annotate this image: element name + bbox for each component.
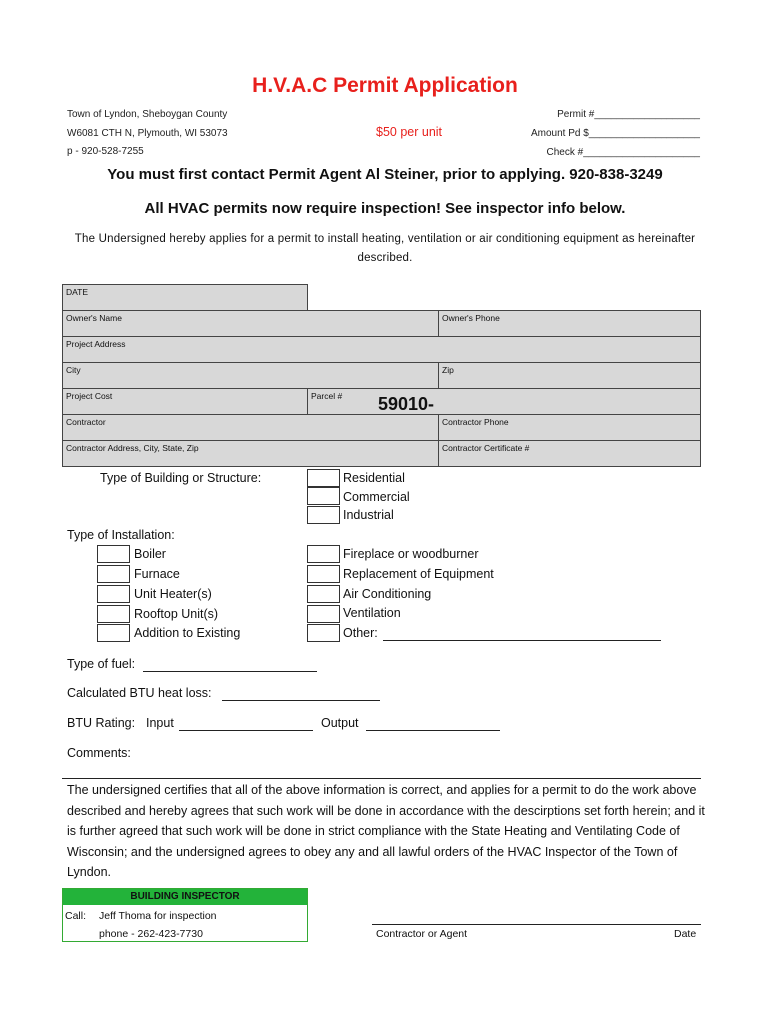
signature-line[interactable] <box>372 924 701 925</box>
permit-number-field[interactable]: Permit #___________________ <box>557 109 700 120</box>
rooftop-unit-label: Rooftop Unit(s) <box>134 607 219 621</box>
comments-line[interactable] <box>62 778 701 779</box>
boiler-checkbox[interactable] <box>97 545 130 563</box>
amount-paid-field[interactable]: Amount Pd $____________________ <box>530 128 700 139</box>
date-label: DATE <box>66 287 89 297</box>
other-checkbox[interactable] <box>307 624 340 642</box>
town-address: W6081 CTH N, Plymouth, WI 53073 <box>67 128 228 139</box>
inspector-name: Jeff Thoma for inspection <box>99 910 217 922</box>
btu-rating-label: BTU Rating: <box>67 716 136 730</box>
furnace-checkbox[interactable] <box>97 565 130 583</box>
page-title: H.V.A.C Permit Application <box>252 74 518 97</box>
other-input-line[interactable] <box>383 640 661 641</box>
btu-output-label: Output <box>321 716 359 730</box>
contact-notice: You must first contact Permit Agent Al Steiner, prior to applying. 920-838-3249 <box>107 166 663 183</box>
unit-heater-checkbox[interactable] <box>97 585 130 603</box>
replacement-checkbox[interactable] <box>307 565 340 583</box>
owners-name-field[interactable] <box>62 310 439 337</box>
parcel-label: Parcel # <box>311 391 343 401</box>
contractor-phone-field[interactable] <box>438 414 701 441</box>
inspector-phone: phone - 262-423-7730 <box>99 928 203 940</box>
air-conditioning-checkbox[interactable] <box>307 585 340 603</box>
fuel-input-line[interactable] <box>143 671 317 672</box>
town-name: Town of Lyndon, Sheboygan County <box>67 109 228 120</box>
contractor-label: Contractor <box>66 417 106 427</box>
replacement-label: Replacement of Equipment <box>343 567 494 581</box>
owners-phone-label: Owner's Phone <box>442 313 500 323</box>
parcel-field[interactable] <box>307 388 701 415</box>
project-address-field[interactable] <box>62 336 701 363</box>
residential-checkbox[interactable] <box>307 469 340 487</box>
ventilation-checkbox[interactable] <box>307 605 340 623</box>
zip-label: Zip <box>442 365 454 375</box>
contractor-cert-field[interactable] <box>438 440 701 467</box>
check-number-field[interactable]: Check #_____________________ <box>546 147 700 158</box>
certification-text: The undersigned certifies that all of the above information is correct, and applies for a permit to do the work above described and hereby agrees that such work will be done in accordance with the descirptions set forth herein; and it is further agreed that such work will be done in strict compliance with the State Heating and Ventilating Code of Wisconsin; and the undersigned agrees to obey any and all lawful orders of the HVAC Inspector of the Town of Lyndon. <box>67 783 705 879</box>
unit-heater-label: Unit Heater(s) <box>134 587 212 601</box>
fuel-label: Type of fuel: <box>67 657 136 671</box>
boiler-label: Boiler <box>134 547 166 561</box>
contractor-field[interactable] <box>62 414 439 441</box>
btu-loss-input-line[interactable] <box>222 700 380 701</box>
comments-label: Comments: <box>67 746 131 760</box>
town-phone: p - 920-528-7255 <box>67 146 144 157</box>
fee-text: $50 per unit <box>376 125 443 139</box>
btu-input-line[interactable] <box>179 730 313 731</box>
inspector-heading: BUILDING INSPECTOR <box>63 889 307 905</box>
parcel-value: 59010- <box>378 394 435 414</box>
project-cost-label: Project Cost <box>66 391 113 401</box>
installation-type-label: Type of Installation: <box>67 528 175 542</box>
btu-input-label: Input <box>146 716 174 730</box>
city-field[interactable] <box>62 362 439 389</box>
owners-name-label: Owner's Name <box>66 313 122 323</box>
other-label: Other: <box>343 626 378 640</box>
fireplace-checkbox[interactable] <box>307 545 340 563</box>
rooftop-unit-checkbox[interactable] <box>97 605 130 623</box>
building-type-label: Type of Building or Structure: <box>100 471 262 485</box>
signature-agent-label: Contractor or Agent <box>376 928 468 940</box>
ventilation-label: Ventilation <box>343 606 401 620</box>
project-cost-field[interactable] <box>62 388 308 415</box>
industrial-label: Industrial <box>343 508 394 522</box>
contractor-cert-label: Contractor Certificate # <box>442 443 530 453</box>
commercial-checkbox[interactable] <box>307 487 340 505</box>
project-address-label: Project Address <box>66 339 126 349</box>
contractor-address-label: Contractor Address, City, State, Zip <box>66 443 199 453</box>
industrial-checkbox[interactable] <box>307 506 340 524</box>
fireplace-label: Fireplace or woodburner <box>343 547 479 561</box>
addition-checkbox[interactable] <box>97 624 130 642</box>
inspector-call-label: Call: <box>65 910 87 922</box>
furnace-label: Furnace <box>134 567 180 581</box>
btu-loss-label: Calculated BTU heat loss: <box>67 686 212 700</box>
signature-date-label: Date <box>674 928 697 940</box>
commercial-label: Commercial <box>343 490 410 504</box>
contractor-address-field[interactable] <box>62 440 439 467</box>
intro-text: The Undersigned hereby applies for a permit to install heating, ventilation or air conditioning equipment as hereinafter described. <box>74 233 696 264</box>
owners-phone-field[interactable] <box>438 310 701 337</box>
residential-label: Residential <box>343 471 405 485</box>
addition-label: Addition to Existing <box>134 626 241 640</box>
inspection-notice: All HVAC permits now require inspection! See inspector info below. <box>144 200 626 217</box>
city-label: City <box>66 365 81 375</box>
zip-field[interactable] <box>438 362 701 389</box>
date-field[interactable] <box>62 284 308 311</box>
air-conditioning-label: Air Conditioning <box>343 587 432 601</box>
btu-output-line[interactable] <box>366 730 500 731</box>
contractor-phone-label: Contractor Phone <box>442 417 509 427</box>
